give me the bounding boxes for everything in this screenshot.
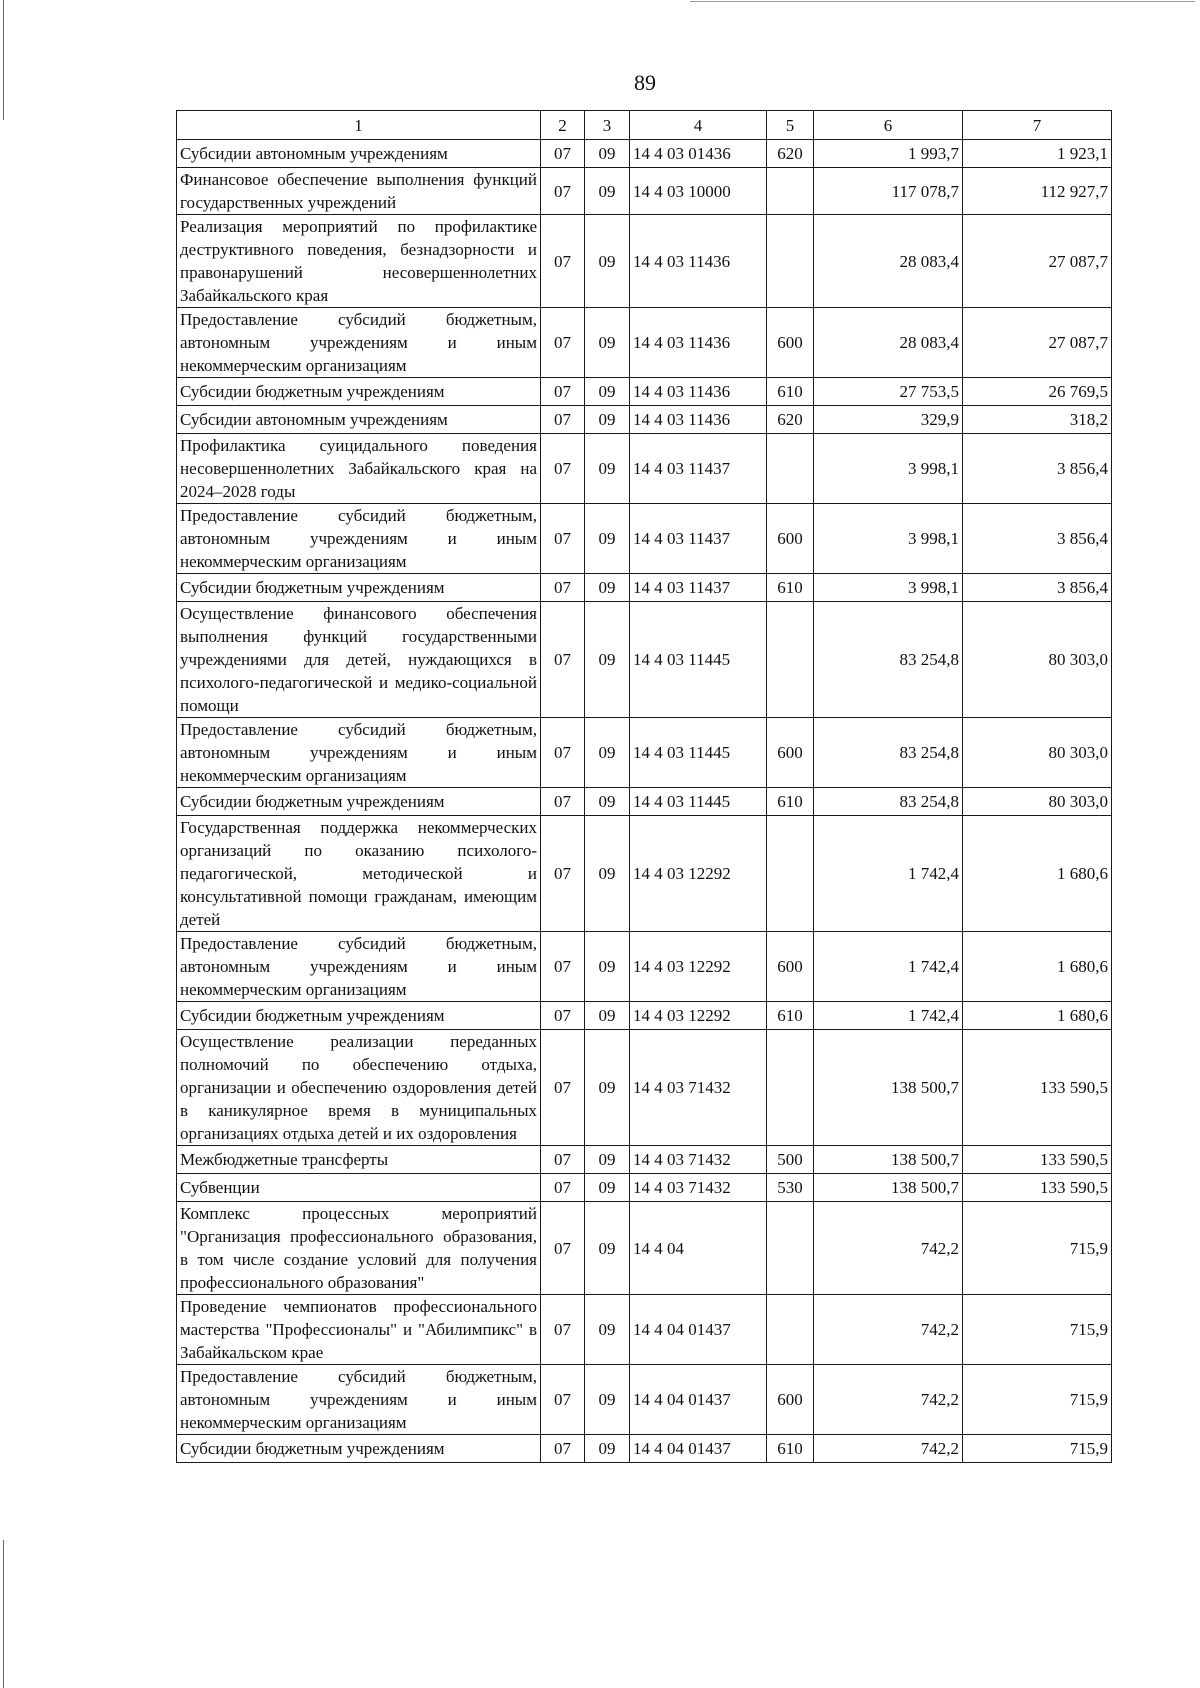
target-article-cell: 14 4 03 12292: [630, 932, 767, 1002]
amount-2025-cell: 117 078,7: [814, 168, 963, 215]
target-article-cell: 14 4 04 01437: [630, 1295, 767, 1365]
expense-type-cell: [767, 168, 814, 215]
subsection-code-cell: 09: [585, 602, 630, 718]
amount-2025-cell: 3 998,1: [814, 434, 963, 504]
target-article-cell: 14 4 03 71432: [630, 1030, 767, 1146]
amount-2026-cell: 80 303,0: [963, 602, 1112, 718]
scan-edge-top: [690, 1, 1195, 2]
subsection-code-cell: 09: [585, 1174, 630, 1202]
amount-2025-cell: 28 083,4: [814, 215, 963, 308]
subsection-code-cell: 09: [585, 406, 630, 434]
row-name-cell: Финансовое обеспечение выполнения функций государственных учреждений: [177, 168, 541, 215]
table-row: [177, 378, 1112, 406]
scan-edge-left: [3, 0, 4, 120]
target-article-cell: 14 4 03 11445: [630, 788, 767, 816]
amount-2026-cell: 27 087,7: [963, 308, 1112, 378]
target-article-cell: 14 4 04 01437: [630, 1435, 767, 1463]
row-name-cell: Осуществление финансового обеспечения выполнения функций государственными учреждениями для детей, нуждающихся в психолого-педагогической и медико-социальной помощи: [177, 602, 541, 718]
expense-type-cell: 530: [767, 1174, 814, 1202]
subsection-code-cell: 09: [585, 1002, 630, 1030]
row-name-cell: Субвенции: [177, 1174, 541, 1202]
target-article-cell: 14 4 03 11445: [630, 602, 767, 718]
target-article-cell: 14 4 04: [630, 1202, 767, 1295]
table-row: [177, 1435, 1112, 1463]
expense-type-cell: 610: [767, 574, 814, 602]
section-code-cell: 07: [541, 574, 585, 602]
row-name-cell: Предоставление субсидий бюджетным, автономным учреждениям и иным некоммерческим организациям: [177, 308, 541, 378]
amount-2025-cell: 1 742,4: [814, 816, 963, 932]
table-row: [177, 406, 1112, 434]
section-code-cell: 07: [541, 504, 585, 574]
amount-2026-cell: 27 087,7: [963, 215, 1112, 308]
section-code-cell: 07: [541, 378, 585, 406]
table-row: [177, 434, 1112, 504]
row-name-cell: Профилактика суицидального поведения несовершеннолетних Забайкальского края на 2024–2028 годы: [177, 434, 541, 504]
amount-2026-cell: 715,9: [963, 1435, 1112, 1463]
page-number: 89: [634, 70, 656, 95]
subsection-code-cell: 09: [585, 1365, 630, 1435]
row-name-cell: Субсидии бюджетным учреждениям: [177, 378, 541, 406]
section-code-cell: 07: [541, 308, 585, 378]
row-name-cell: Межбюджетные трансферты: [177, 1146, 541, 1174]
table-row: [177, 574, 1112, 602]
subsection-code-cell: 09: [585, 434, 630, 504]
amount-2026-cell: 1 923,1: [963, 140, 1112, 168]
target-article-cell: 14 4 03 11436: [630, 215, 767, 308]
subsection-code-cell: 09: [585, 718, 630, 788]
expense-type-cell: 600: [767, 308, 814, 378]
amount-2026-cell: 80 303,0: [963, 788, 1112, 816]
target-article-cell: 14 4 03 11436: [630, 378, 767, 406]
subsection-code-cell: 09: [585, 378, 630, 406]
subsection-code-cell: 09: [585, 1435, 630, 1463]
amount-2026-cell: 112 927,7: [963, 168, 1112, 215]
expense-type-cell: 600: [767, 504, 814, 574]
amount-2026-cell: 715,9: [963, 1365, 1112, 1435]
row-name-cell: Субсидии бюджетным учреждениям: [177, 574, 541, 602]
expense-type-cell: 620: [767, 406, 814, 434]
amount-2026-cell: 80 303,0: [963, 718, 1112, 788]
amount-2026-cell: 3 856,4: [963, 504, 1112, 574]
subsection-code-cell: 09: [585, 168, 630, 215]
row-name-cell: Осуществление реализации переданных полномочий по обеспечению отдыха, организации и обеспечению оздоровления детей в каникулярное время в муниципальных организациях отдыха детей и их оздоровления: [177, 1030, 541, 1146]
amount-2025-cell: 1 742,4: [814, 932, 963, 1002]
amount-2025-cell: 329,9: [814, 406, 963, 434]
col-header-6: 6: [814, 111, 963, 140]
expense-type-cell: 600: [767, 932, 814, 1002]
table-row: [177, 816, 1112, 932]
amount-2025-cell: 3 998,1: [814, 574, 963, 602]
expense-type-cell: [767, 434, 814, 504]
target-article-cell: 14 4 03 01436: [630, 140, 767, 168]
expense-type-cell: 600: [767, 718, 814, 788]
col-header-4: 4: [630, 111, 767, 140]
subsection-code-cell: 09: [585, 140, 630, 168]
target-article-cell: 14 4 03 71432: [630, 1146, 767, 1174]
expense-type-cell: 610: [767, 788, 814, 816]
amount-2025-cell: 83 254,8: [814, 602, 963, 718]
target-article-cell: 14 4 03 11437: [630, 504, 767, 574]
section-code-cell: 07: [541, 718, 585, 788]
section-code-cell: 07: [541, 434, 585, 504]
subsection-code-cell: 09: [585, 932, 630, 1002]
section-code-cell: 07: [541, 140, 585, 168]
amount-2025-cell: 742,2: [814, 1365, 963, 1435]
target-article-cell: 14 4 03 12292: [630, 1002, 767, 1030]
amount-2026-cell: 715,9: [963, 1295, 1112, 1365]
row-name-cell: Комплекс процессных мероприятий "Организация профессионального образования, в том числе создание условий для получения профессионального образования": [177, 1202, 541, 1295]
row-name-cell: Предоставление субсидий бюджетным, автономным учреждениям и иным некоммерческим организациям: [177, 504, 541, 574]
table-body: [177, 140, 1112, 1463]
subsection-code-cell: 09: [585, 215, 630, 308]
row-name-cell: Предоставление субсидий бюджетным, автономным учреждениям и иным некоммерческим организациям: [177, 718, 541, 788]
amount-2026-cell: 133 590,5: [963, 1174, 1112, 1202]
expense-type-cell: [767, 1202, 814, 1295]
table-row: [177, 308, 1112, 378]
amount-2025-cell: 138 500,7: [814, 1146, 963, 1174]
target-article-cell: 14 4 03 11437: [630, 434, 767, 504]
amount-2025-cell: 28 083,4: [814, 308, 963, 378]
expense-type-cell: 620: [767, 140, 814, 168]
amount-2025-cell: 1 742,4: [814, 1002, 963, 1030]
table-row: [177, 1365, 1112, 1435]
row-name-cell: Субсидии автономным учреждениям: [177, 140, 541, 168]
table-row: [177, 140, 1112, 168]
expense-type-cell: [767, 602, 814, 718]
amount-2025-cell: 742,2: [814, 1435, 963, 1463]
scan-edge-left-lower: [3, 1540, 4, 1688]
expense-type-cell: [767, 816, 814, 932]
table-row: [177, 215, 1112, 308]
amount-2025-cell: 27 753,5: [814, 378, 963, 406]
col-header-1: 1: [177, 111, 541, 140]
section-code-cell: 07: [541, 1435, 585, 1463]
amount-2025-cell: 83 254,8: [814, 718, 963, 788]
amount-2026-cell: 1 680,6: [963, 932, 1112, 1002]
amount-2026-cell: 715,9: [963, 1202, 1112, 1295]
header-row: [177, 111, 1112, 140]
table-row: [177, 1146, 1112, 1174]
section-code-cell: 07: [541, 215, 585, 308]
section-code-cell: 07: [541, 1295, 585, 1365]
row-name-cell: Государственная поддержка некоммерческих организаций по оказанию психолого-педагогической, методической и консультативной помощи гражданам, имеющим детей: [177, 816, 541, 932]
table-row: [177, 504, 1112, 574]
row-name-cell: Проведение чемпионатов профессионального мастерства "Профессионалы" и "Абилимпикс" в Забайкальском крае: [177, 1295, 541, 1365]
table-row: [177, 718, 1112, 788]
table-row: [177, 1202, 1112, 1295]
amount-2025-cell: 742,2: [814, 1202, 963, 1295]
amount-2026-cell: 1 680,6: [963, 816, 1112, 932]
target-article-cell: 14 4 03 11437: [630, 574, 767, 602]
target-article-cell: 14 4 04 01437: [630, 1365, 767, 1435]
expense-type-cell: 610: [767, 1002, 814, 1030]
section-code-cell: 07: [541, 1365, 585, 1435]
table-row: [177, 932, 1112, 1002]
target-article-cell: 14 4 03 11436: [630, 406, 767, 434]
row-name-cell: Субсидии автономным учреждениям: [177, 406, 541, 434]
amount-2026-cell: 133 590,5: [963, 1146, 1112, 1174]
section-code-cell: 07: [541, 932, 585, 1002]
amount-2026-cell: 3 856,4: [963, 574, 1112, 602]
table-row: [177, 1295, 1112, 1365]
expense-type-cell: 600: [767, 1365, 814, 1435]
row-name-cell: Реализация мероприятий по профилактике деструктивного поведения, безнадзорности и правонарушений несовершеннолетних Забайкальского края: [177, 215, 541, 308]
subsection-code-cell: 09: [585, 574, 630, 602]
expense-type-cell: [767, 1030, 814, 1146]
section-code-cell: 07: [541, 1174, 585, 1202]
section-code-cell: 07: [541, 168, 585, 215]
expense-type-cell: 500: [767, 1146, 814, 1174]
expense-type-cell: 610: [767, 1435, 814, 1463]
col-header-2: 2: [541, 111, 585, 140]
target-article-cell: 14 4 03 11445: [630, 718, 767, 788]
amount-2025-cell: 742,2: [814, 1295, 963, 1365]
subsection-code-cell: 09: [585, 816, 630, 932]
section-code-cell: 07: [541, 816, 585, 932]
amount-2026-cell: 133 590,5: [963, 1030, 1112, 1146]
section-code-cell: 07: [541, 1202, 585, 1295]
table-row: [177, 602, 1112, 718]
col-header-3: 3: [585, 111, 630, 140]
amount-2026-cell: 3 856,4: [963, 434, 1112, 504]
section-code-cell: 07: [541, 1002, 585, 1030]
subsection-code-cell: 09: [585, 788, 630, 816]
section-code-cell: 07: [541, 602, 585, 718]
amount-2025-cell: 138 500,7: [814, 1030, 963, 1146]
subsection-code-cell: 09: [585, 504, 630, 574]
subsection-code-cell: 09: [585, 1295, 630, 1365]
table-row: [177, 168, 1112, 215]
table-row: [177, 1002, 1112, 1030]
subsection-code-cell: 09: [585, 1146, 630, 1174]
table-row: [177, 1030, 1112, 1146]
target-article-cell: 14 4 03 11436: [630, 308, 767, 378]
section-code-cell: 07: [541, 788, 585, 816]
section-code-cell: 07: [541, 406, 585, 434]
section-code-cell: 07: [541, 1030, 585, 1146]
col-header-5: 5: [767, 111, 814, 140]
budget-table: [176, 110, 1112, 1463]
amount-2026-cell: 26 769,5: [963, 378, 1112, 406]
target-article-cell: 14 4 03 12292: [630, 816, 767, 932]
row-name-cell: Предоставление субсидий бюджетным, автономным учреждениям и иным некоммерческим организациям: [177, 1365, 541, 1435]
target-article-cell: 14 4 03 10000: [630, 168, 767, 215]
table-row: [177, 1174, 1112, 1202]
expense-type-cell: 610: [767, 378, 814, 406]
row-name-cell: Субсидии бюджетным учреждениям: [177, 788, 541, 816]
section-code-cell: 07: [541, 1146, 585, 1174]
amount-2026-cell: 1 680,6: [963, 1002, 1112, 1030]
amount-2025-cell: 3 998,1: [814, 504, 963, 574]
row-name-cell: Предоставление субсидий бюджетным, автономным учреждениям и иным некоммерческим организациям: [177, 932, 541, 1002]
expense-type-cell: [767, 215, 814, 308]
amount-2025-cell: 138 500,7: [814, 1174, 963, 1202]
row-name-cell: Субсидии бюджетным учреждениям: [177, 1002, 541, 1030]
row-name-cell: Субсидии бюджетным учреждениям: [177, 1435, 541, 1463]
subsection-code-cell: 09: [585, 1202, 630, 1295]
subsection-code-cell: 09: [585, 1030, 630, 1146]
amount-2025-cell: 83 254,8: [814, 788, 963, 816]
amount-2025-cell: 1 993,7: [814, 140, 963, 168]
col-header-7: 7: [963, 111, 1112, 140]
table-row: [177, 788, 1112, 816]
expense-type-cell: [767, 1295, 814, 1365]
target-article-cell: 14 4 03 71432: [630, 1174, 767, 1202]
subsection-code-cell: 09: [585, 308, 630, 378]
amount-2026-cell: 318,2: [963, 406, 1112, 434]
